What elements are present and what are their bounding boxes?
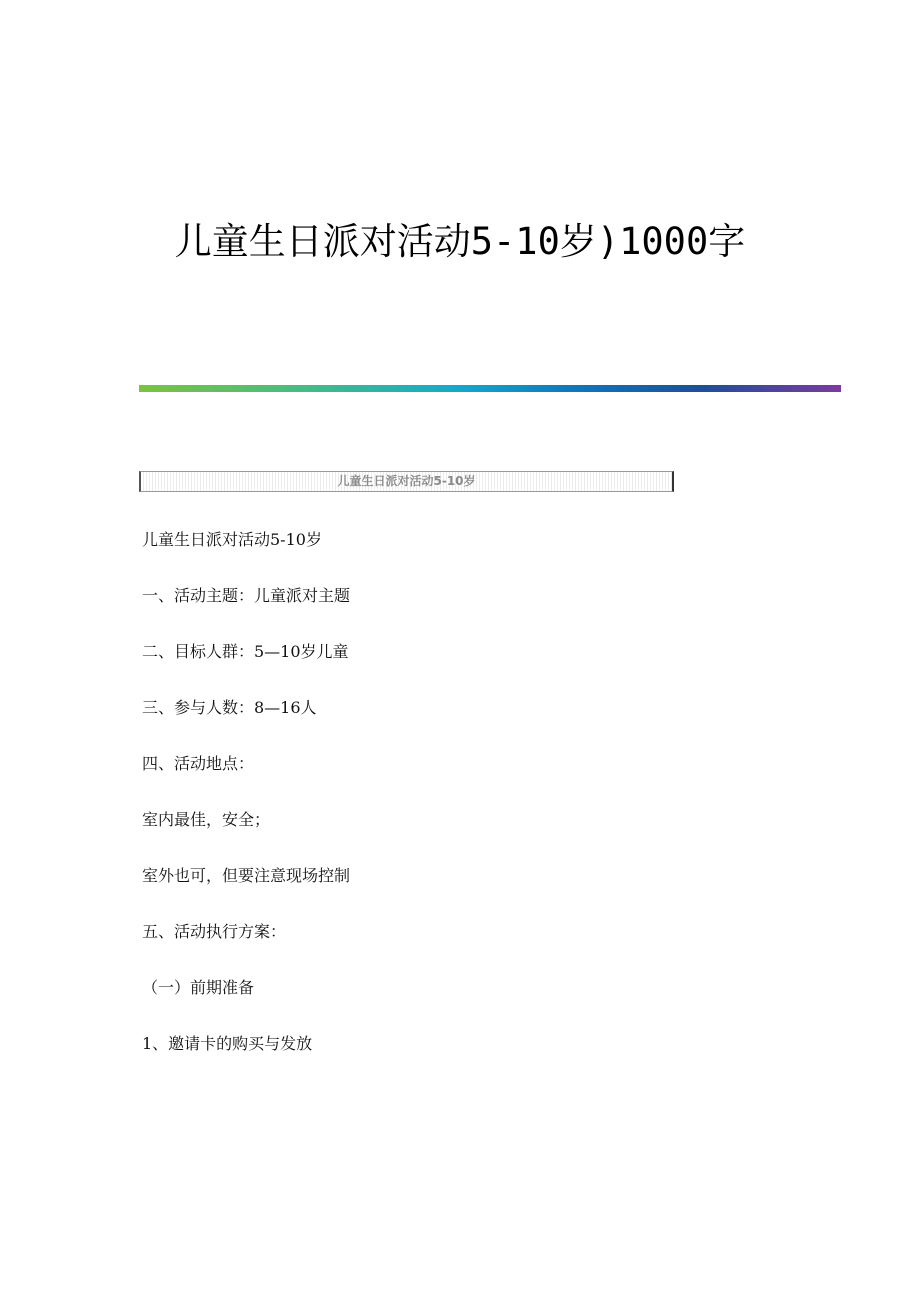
body-line-subtitle: 儿童生日派对活动5-10岁: [142, 530, 322, 549]
body-line-audience: 二、目标人群：5—10岁儿童: [142, 642, 349, 661]
gradient-divider: [139, 385, 841, 392]
body-line-location: 四、活动地点：: [142, 754, 255, 773]
document-body: [142, 528, 822, 1088]
body-line-participants: 三、参与人数：8—16人: [142, 698, 317, 717]
body-line-theme: 一、活动主题：儿童派对主题: [142, 586, 351, 605]
body-line-invitations: 1、邀请卡的购买与发放: [142, 1034, 313, 1053]
body-line-indoor: 室内最佳，安全；: [142, 810, 271, 829]
body-line-plan: 五、活动执行方案：: [142, 922, 287, 941]
body-line-outdoor: 室外也可，但要注意现场控制: [142, 866, 351, 885]
document-title: 儿童生日派对活动5-10岁)1000字: [174, 220, 746, 263]
section-header-box: 儿童生日派对活动5-10岁: [139, 471, 674, 492]
body-line-preparation: （一）前期准备: [142, 978, 255, 997]
